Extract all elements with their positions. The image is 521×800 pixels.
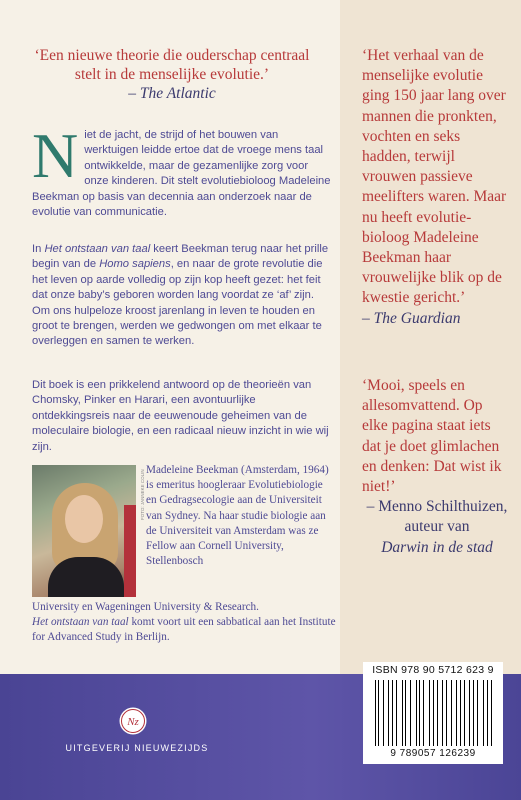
menno-quote-source: – Menno Schilthuizen, auteur van Darwin in de stad — [366, 498, 508, 556]
book-title-bio: Het ontstaan van taal — [32, 616, 129, 629]
intro-text: iet de jacht, de strijd of het bouwen van werktuigen leidde ertoe dat de vroege mens taal ontwikkelde, maar de gezamenlijke zorg voor onze kinderen. Dit stelt evolutiebioloog Madeleine Beekman op basis van decennia aan onderzoek naar de evolutie van communicatie. — [32, 129, 331, 219]
publisher-name: UITGEVERIJ NIEUWEZIJDS — [65, 743, 209, 753]
isbn-barcode — [363, 662, 503, 764]
species-name: Homo sapiens — [99, 258, 171, 271]
isbn-text: ISBN 978 90 5712 623 9 — [372, 664, 494, 676]
publisher-logo-text: Nz — [127, 716, 139, 728]
publisher-logo-icon — [118, 706, 148, 736]
photo-credit: FOTO: JANNEKE COLIN — [140, 469, 145, 520]
book-title-inline: Het ontstaan van taal — [44, 243, 151, 255]
paragraph-3: Dit boek is een prikkelend antwoord op de theorieën van Chomsky, Pinker en Harari, een avontuurlijke ontdekkingsreis naar de eeuwenoude geheimen van de moleculaire biologie, en een radicaal nieuw inzicht in wie wij zijn. — [32, 379, 329, 453]
author-photo — [32, 465, 136, 597]
atlantic-quote — [22, 46, 322, 103]
paragraph-2: In Het ontstaan van taal keert Beekman terug naar het prille begin van de Homo sapiens, en naar de grote revolutie die het leven op aarde volledig op zijn kop heeft gezet: het feit dat onze baby’s geboren worden lang voordat ze ‘af’ zijn. Om ons hulpeloze kroost jarenlang in leven te houden en groot te brengen, werden we gedwongen om met elkaar te overleggen en samen te werken. — [32, 243, 329, 348]
atlantic-quote-text: ‘Een nieuwe theorie die ouderschap centraal stelt in de menselijke evolutie.’ — [34, 47, 310, 83]
author-bio: Madeleine Beekman (Amsterdam, 1964) is emeritus hoogleraar Evolutiebiologie en Gedragsecologie aan de Universiteit van Sydney. Na haar studie biologie aan de Universiteit van Amsterdam was ze Fellow aan Cornell University, Stellenbosch — [146, 464, 329, 568]
barcode-digits: 9 789057 126239 — [390, 748, 476, 759]
guardian-quote — [362, 46, 510, 329]
guardian-quote-source: – The Guardian — [362, 309, 461, 327]
menno-quote-text: ‘Mooi, speels en allesomvattend. Op elke pagina staat iets dat je doet glimlachen en denken: Dat wist ik niet!’ — [362, 377, 502, 496]
drop-cap: N — [32, 120, 79, 191]
guardian-quote-text: ‘Het verhaal van de menselijke evolutie ging 150 jaar lang over mannen die pronkten, vochten en seks hadden, terwijl vrouwen passieve meelifters waren. Maar nu heeft evolutiebioloog Madeleine Beekman haar vrouwelijke blik op de kwestie gericht.’ — [362, 47, 507, 307]
menno-quote — [362, 376, 512, 558]
atlantic-quote-source: – The Atlantic — [128, 85, 216, 102]
author-bio-continued: University en Wageningen University & Research. Het ontstaan van taal komt voort uit een sabbatical aan het Institute for Advanced Study in Berlijn. — [32, 601, 336, 644]
barcode-bars — [375, 680, 493, 746]
intro-paragraph — [32, 120, 332, 220]
